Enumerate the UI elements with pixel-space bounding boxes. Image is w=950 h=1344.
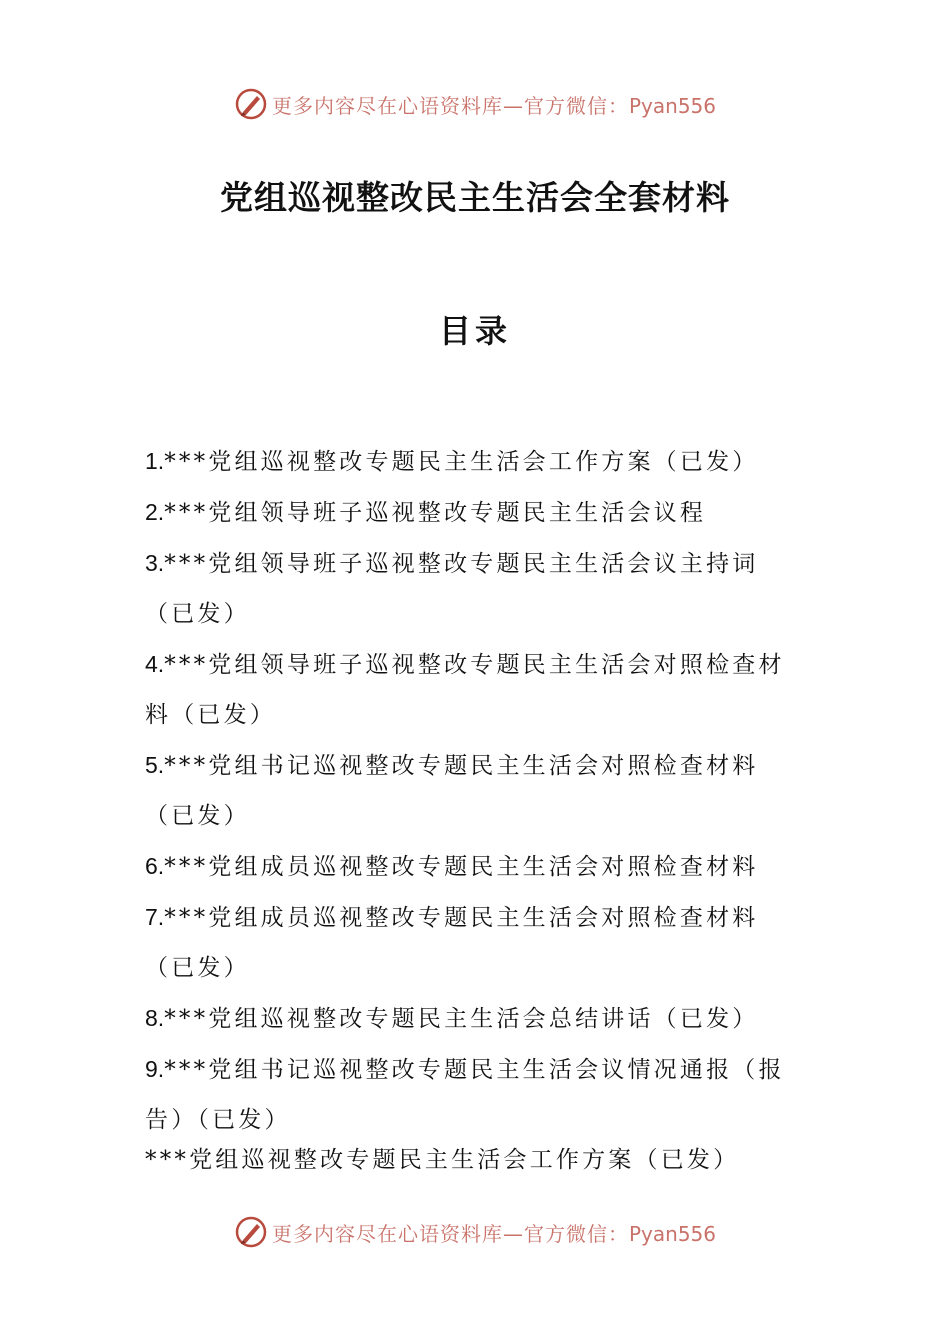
toc-item: 6.***党组成员巡视整改专题民主生活会对照检查材料 bbox=[145, 853, 759, 880]
toc-heading: 目录 bbox=[438, 312, 511, 350]
toc-item: 8.***党组巡视整改专题民主生活会总结讲话（已发） bbox=[145, 1005, 759, 1032]
toc-item: 5.***党组书记巡视整改专题民主生活会对照检查材料（已发） bbox=[145, 752, 759, 829]
toc-item: 2.***党组领导班子巡视整改专题民主生活会议程 bbox=[145, 499, 707, 526]
watermark-footer bbox=[0, 1212, 950, 1252]
toc-item: 3.***党组领导班子巡视整改专题民主生活会议主持词（已发） bbox=[145, 550, 759, 627]
toc-item: 7.***党组成员巡视整改专题民主生活会对照检查材料（已发） bbox=[145, 904, 759, 981]
document-title: 党组巡视整改民主生活会全套材料 bbox=[220, 178, 730, 217]
table-of-contents bbox=[145, 436, 807, 1145]
pen-logo-icon bbox=[234, 1215, 268, 1249]
toc-item: 1.***党组巡视整改专题民主生活会工作方案（已发） bbox=[145, 448, 759, 475]
toc-item: 9.***党组书记巡视整改专题民主生活会议情况通报（报告）（已发） bbox=[145, 1056, 785, 1133]
pen-logo-icon bbox=[234, 87, 268, 121]
section-heading: ***党组巡视整改专题民主生活会工作方案（已发） bbox=[145, 1147, 740, 1173]
watermark-header bbox=[0, 84, 950, 124]
watermark-text: 更多内容尽在心语资料库—官方微信：Pyan556 bbox=[271, 93, 716, 118]
watermark-text: 更多内容尽在心语资料库—官方微信：Pyan556 bbox=[271, 1221, 716, 1246]
toc-item: 4.***党组领导班子巡视整改专题民主生活会对照检查材料（已发） bbox=[145, 651, 785, 728]
